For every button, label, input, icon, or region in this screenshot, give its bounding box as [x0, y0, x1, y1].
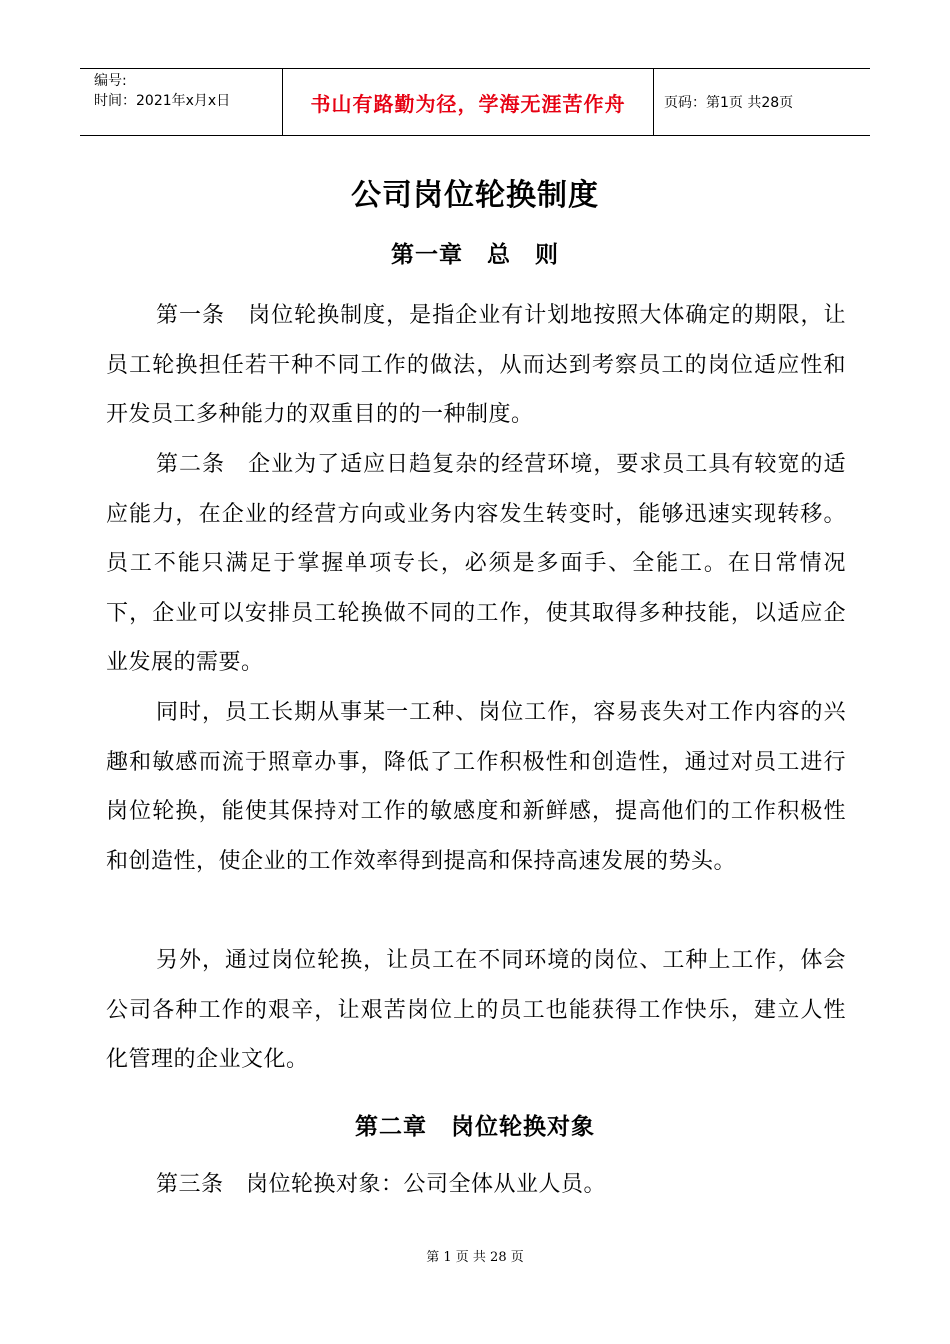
paragraph: 另外，通过岗位轮换，让员工在不同环境的岗位、工种上工作，体会公司各种工作的艰辛，让艰苦岗位上的员工也能获得工作快乐，建立人性化管理的企业文化。 — [106, 948, 846, 1072]
chapter-heading-1: 第一章 总 则 — [391, 241, 559, 268]
chapter-heading-2: 第二章 岗位轮换对象 — [355, 1113, 595, 1140]
paragraph: 同时，员工长期从事某一工种、岗位工作，容易丧失对工作内容的兴趣和敏感而流于照章办事，降低了工作积极性和创造性，通过对员工进行岗位轮换，能使其保持对工作的敏感度和新鲜感，提高他们的工作积极性和创造性，使企业的工作效率得到提高和保持高速发展的势头。 — [106, 700, 846, 874]
header-motto: 书山有路勤为径，学海无涯苦作舟 — [282, 69, 654, 135]
document-code-label: 编号: — [94, 73, 127, 89]
document-time-label: 时间：2021年x月x日 — [94, 93, 231, 109]
header-page-info: 页码：第1页 共28页 — [664, 95, 794, 111]
header-meta — [80, 69, 282, 135]
page-header — [80, 68, 870, 136]
paragraph: 第一条 岗位轮换制度，是指企业有计划地按照大体确定的期限，让员工轮换担任若干种不同工作的做法，从而达到考察员工的岗位适应性和开发员工多种能力的双重目的的一种制度。 — [106, 303, 846, 427]
page-footer: 第 1 页 共 28 页 — [426, 1250, 524, 1265]
paragraph: 第二条 企业为了适应日趋复杂的经营环境，要求员工具有较宽的适应能力，在企业的经营方向或业务内容发生转变时，能够迅速实现转移。员工不能只满足于掌握单项专长，必须是多面手、全能工。在日常情况下，企业可以安排员工轮换做不同的工作，使其取得多种技能，以适应企业发展的需要。 — [106, 452, 846, 675]
document-title: 公司岗位轮换制度 — [351, 178, 599, 213]
paragraph: 第三条 岗位轮换对象：公司全体从业人员。 — [156, 1172, 607, 1197]
